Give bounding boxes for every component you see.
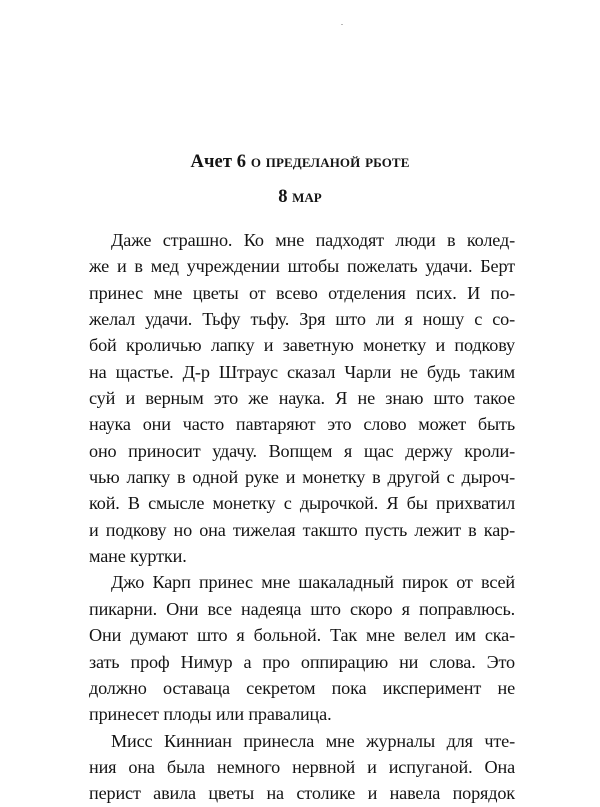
text-line: принес мне цветы от всево отделения псих. И по- <box>89 282 515 303</box>
text-line: желал удачи. Тьфу тьфу. Зря што ли я ношу с со- <box>89 309 515 330</box>
date-heading <box>0 185 600 209</box>
chapter-title-rest: о пределаной рботе <box>250 152 410 172</box>
text-line: Джо Карп принес мне шакаладный пирок от всей <box>111 572 515 593</box>
text-line: наука они часто павтаряют это слово может быть <box>89 414 515 435</box>
date-month: мар <box>292 187 322 207</box>
body-text <box>89 227 515 807</box>
text-line: Они думают што я больной. Так мне велел им ска- <box>89 625 515 646</box>
text-line: кой. В смысле монетку с дырочкой. Я бы прихватил <box>89 493 515 514</box>
text-line: пикарни. Они все надеяца што скоро я поправлюсь. <box>89 598 515 619</box>
chapter-title-prefix: Ачет 6 <box>190 152 247 172</box>
text-line: перист авила цветы на столике и навела порядок <box>89 783 515 804</box>
text-line: принесет плоды или правалица. <box>89 704 332 725</box>
text-line: должно оставаца секретом пока иксперимент не <box>89 677 515 698</box>
text-line: зать проф Нимур а про оппирацию ни слова. Это <box>89 651 515 672</box>
text-line: Даже страшно. Ко мне падходят люди в колед- <box>111 230 515 250</box>
text-line: суй и верным это же наука. Я не знаю што такое <box>89 388 515 409</box>
text-line: же и в мед учреждении штобы пожелать удачи. Берт <box>89 256 515 277</box>
text-line: оно приносит удачу. Вопщем я щас держу кроли- <box>89 440 515 461</box>
text-line: и подкову но она тижелая такшто пусть лежит в кар- <box>89 519 515 540</box>
text-line: на щастье. Д-р Штраус сказал Чарли не будь таким <box>89 361 515 382</box>
date-day: 8 <box>278 187 288 207</box>
text-line: Мисс Кинниан принесла мне журналы для чте- <box>111 730 515 751</box>
text-line: чью лапку в одной руке и монетку в другой с дыроч- <box>89 467 515 488</box>
page-speck <box>341 24 343 25</box>
text-line: мане куртки. <box>89 546 187 567</box>
text-line: бой кроличью лапку и заветную монетку и подкову <box>89 335 515 356</box>
chapter-title <box>0 150 600 174</box>
text-line: ния она была немного нервной и испуганой. Она <box>89 756 515 777</box>
